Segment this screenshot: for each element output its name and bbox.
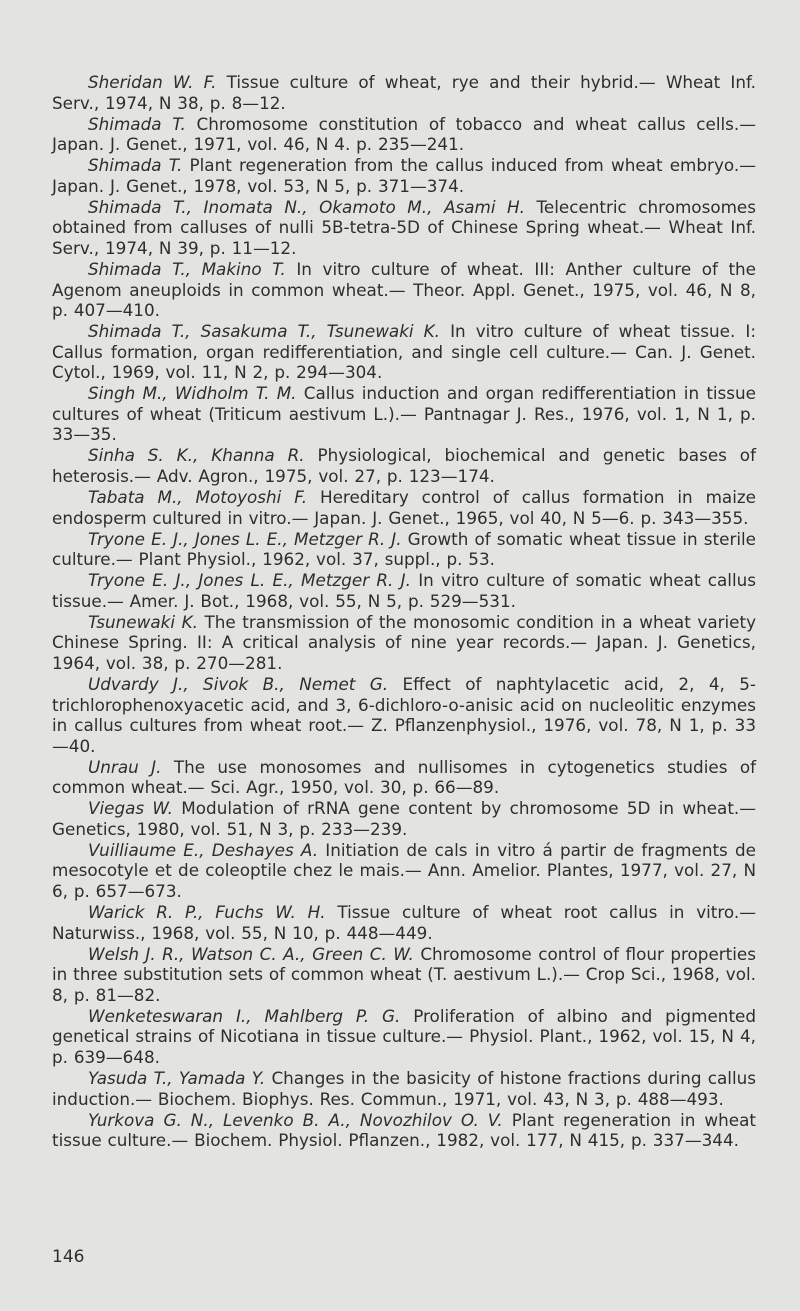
reference-text: In vitro culture of wheat tissue. I: Callus formation, organ redifferentiation, and single cell culture.— Can. J. Genet. Cytol., 1969, vol. 11, N 2, p. 294—304. (52, 321, 756, 383)
reference-entry (52, 114, 756, 155)
reference-text: Telecentric chromosomes obtained from calluses of nulli 5B-tetra-5D of Chinese Spring wheat.— Wheat Inf. Serv., 1974, N 39, p. 11—12. (52, 196, 757, 258)
reference-entry (52, 798, 756, 839)
reference-text: Physiological, biochemical and genetic bases of heterosis.— Adv. Agron., 1975, vol. 27, p. 123—174. (52, 445, 756, 487)
reference-authors: Tryone E. J., Jones L. E., Metzger R. J. (88, 528, 402, 549)
reference-text: In vitro culture of wheat. III: Anther culture of the Agenom aneuploids in common wheat.— Theor. Appl. Genet., 1975, vol. 46, N 8, p. 407—410. (52, 258, 756, 321)
reference-authors: Tabata M., Motoyoshi F. (88, 487, 308, 507)
reference-entry (52, 944, 756, 1006)
reference-entry (52, 72, 756, 113)
reference-entry (52, 197, 756, 259)
reference-text: Changes in the basicity of histone fractions during callus induction.— Biochem. Biophys. Res. Commun., 1971, vol. 43, N 3, p. 488—493. (52, 1067, 757, 1109)
reference-authors: Shimada T., Sasakuma T., Tsunewaki K. (88, 321, 440, 342)
reference-authors: Singh M., Widholm T. M. (88, 383, 297, 404)
reference-entry (52, 1006, 756, 1068)
reference-authors: Shimada T., Inomata N., Okamoto M., Asami H. (88, 196, 525, 217)
reference-authors: Sheridan W. F. (88, 72, 217, 92)
reference-authors: Vuilliaume E., Deshayes A. (88, 839, 319, 860)
reference-entry (52, 445, 756, 486)
reference-text: Chromosome constitution of tobacco and wheat callus cells.— Japan. J. Genet., 1971, vol. 46, N 4. p. 235—241. (52, 113, 756, 155)
reference-authors: Shimada T. (88, 113, 186, 134)
reference-text: Effect of naphtylacetic acid, 2, 4, 5-trichlorophenoxyacetic acid, and 3, 6-dichloro-o-anisic acid on nucleolitic enzymes in callus cultures from wheat root.— Z. Pflanzenphysiol., 1976, vol. 78, N 1, p. 33—40. (52, 673, 756, 756)
reference-authors: Unrau J. (88, 756, 162, 777)
reference-text: In vitro culture of somatic wheat callus tissue.— Amer. J. Bot., 1968, vol. 55, N 5, p. 529—531. (52, 570, 756, 611)
reference-text: Plant regeneration in wheat tissue culture.— Biochem. Physiol. Pflanzen., 1982, vol. 177, N 415, p. 337—344. (52, 1109, 756, 1151)
reference-entry (52, 155, 756, 196)
reference-text: Tissue culture of wheat, rye and their hybrid.— Wheat Inf. Serv., 1974, N 38, p. 8—12. (52, 72, 757, 113)
reference-text: Initiation de cals in vitro á partir de fragments de mesocotyle et de coleoptile chez le mais.— Ann. Amelior. Plantes, 1977, vol. 27, N 6, p. 657—673. (52, 839, 756, 902)
reference-entry (52, 259, 756, 321)
reference-text: Tissue culture of wheat root callus in vitro.— Naturwiss., 1968, vol. 55, N 10, p. 448—449. (52, 902, 756, 943)
reference-entry (52, 674, 756, 756)
reference-authors: Tsunewaki K. (88, 611, 198, 632)
page-number: 146 (52, 1247, 85, 1267)
reference-authors: Sinha S. K., Khanna R. (88, 445, 305, 466)
reference-entry (52, 840, 756, 902)
reference-text: Plant regeneration from the callus induced from wheat embryo.— Japan. J. Genet., 1978, vol. 53, N 5, p. 371—374. (52, 155, 756, 196)
reference-entry (52, 570, 756, 611)
reference-text: Proliferation of albino and pigmented genetical strains of Nicotiana in tissue culture.— Physiol. Plant., 1962, vol. 15, N 4, p. 639—648. (52, 1005, 756, 1067)
reference-entry (52, 1110, 756, 1151)
reference-authors: Wenketeswaran I., Mahlberg P. G. (88, 1005, 401, 1026)
reference-text: Growth of somatic wheat tissue in sterile culture.— Plant Physiol., 1962, vol. 37, suppl., p. 53. (52, 528, 756, 570)
reference-entry (52, 612, 756, 674)
reference-text: Chromosome control of flour properties in three substitution sets of common wheat (T. aestivum L.).— Crop Sci., 1968, vol. 8, p. 81—82. (52, 943, 756, 1005)
reference-entry (52, 1068, 756, 1109)
reference-entry (52, 902, 756, 943)
reference-text: The use monosomes and nullisomes in cytogenetics studies of common wheat.— Sci. Agr., 1950, vol. 30, p. 66—89. (52, 756, 756, 798)
reference-entry (52, 383, 756, 445)
reference-authors: Shimada T., Makino T. (88, 258, 286, 279)
reference-authors: Udvardy J., Sivok B., Nemet G. (88, 673, 389, 694)
reference-authors: Viegas W. (88, 798, 173, 819)
reference-authors: Shimada T. (88, 155, 183, 176)
reference-list (52, 72, 756, 1151)
reference-text: Callus induction and organ redifferentiation in tissue cultures of wheat (Triticum aestivum L.).— Pantnagar J. Res., 1976, vol. 1, N 1, p. 33—35. (52, 383, 757, 445)
reference-entry (52, 529, 756, 570)
reference-text: Hereditary control of callus formation in maize endosperm cultured in vitro.— Japan. J. Genet., 1965, vol 40, N 5—6. p. 343—355. (52, 487, 756, 528)
reference-text: The transmission of the monosomic condition in a wheat variety Chinese Spring. II: A critical analysis of nine year records.— Japan. J. Genetics, 1964, vol. 38, p. 270—281. (52, 611, 756, 673)
reference-entry (52, 321, 756, 383)
reference-entry (52, 757, 756, 798)
reference-entry (52, 487, 756, 528)
reference-authors: Yasuda T., Yamada Y. (88, 1067, 266, 1088)
reference-authors: Warick R. P., Fuchs W. H. (88, 902, 326, 922)
reference-text: Modulation of rRNA gene content by chromosome 5D in wheat.— Genetics, 1980, vol. 51, N 3, p. 233—239. (52, 798, 757, 839)
reference-authors: Welsh J. R., Watson C. A., Green C. W. (88, 943, 414, 964)
reference-authors: Yurkova G. N., Levenko B. A., Novozhilov O. V. (88, 1109, 503, 1130)
reference-authors: Tryone E. J., Jones L. E., Metzger R. J. (88, 570, 411, 591)
